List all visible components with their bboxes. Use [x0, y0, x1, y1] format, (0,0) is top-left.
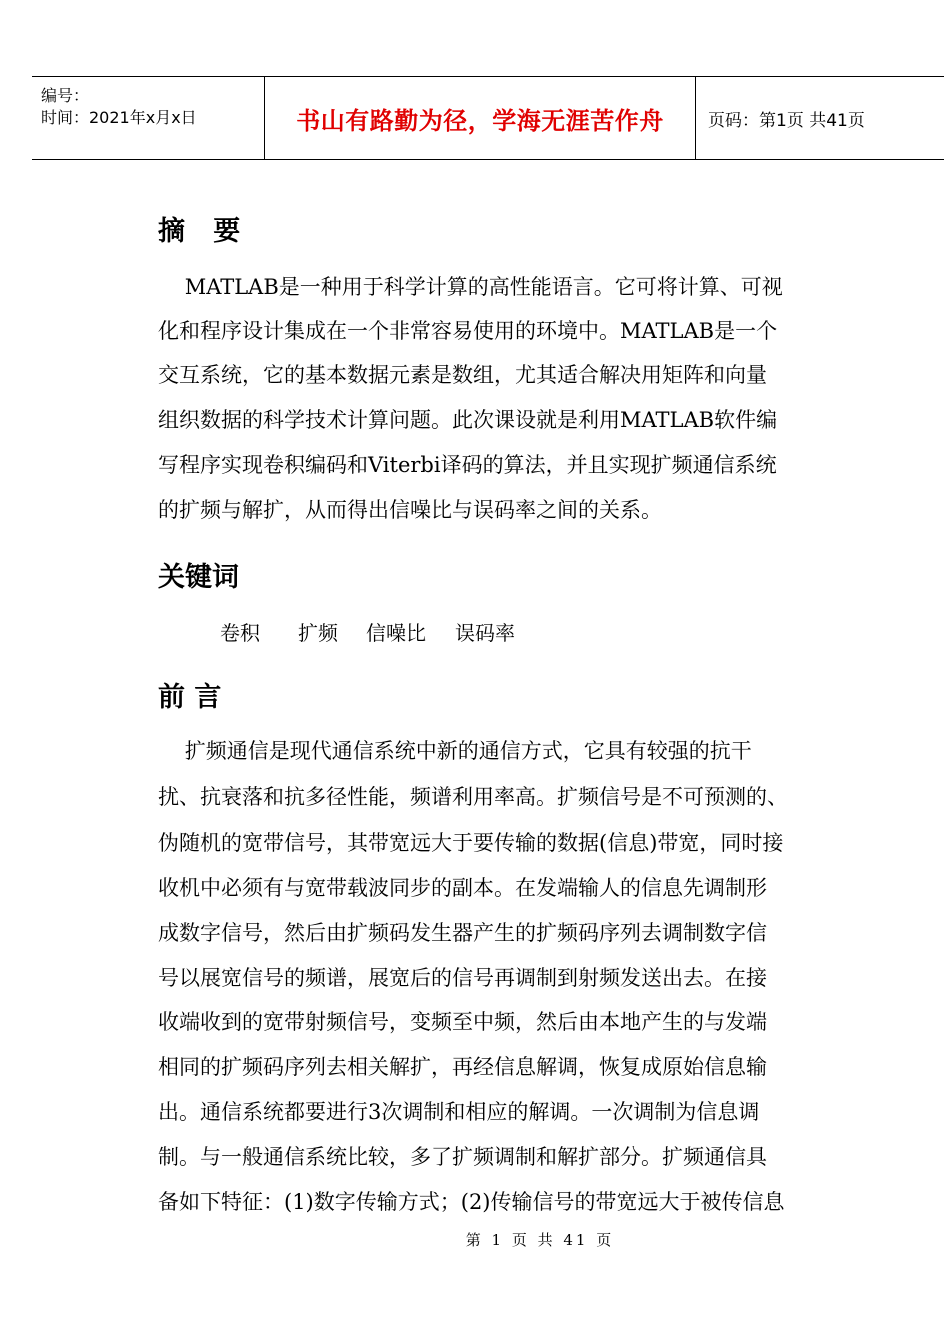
preface-line: 成数字信号，然后由扩频码发生器产生的扩频码序列去调制数字信	[158, 921, 767, 945]
preface-line: 备如下特征：(1)数字传输方式；(2)传输信号的带宽远大于被传信息	[158, 1190, 785, 1214]
header-motto-cell	[265, 77, 696, 159]
document-number-label: 编号：	[41, 86, 90, 105]
abstract-line: 化和程序设计集成在一个非常容易使用的环境中。MATLAB是一个	[158, 319, 778, 343]
keyword-item: 误码率	[455, 621, 515, 645]
preface-line: 制。与一般通信系统比较，多了扩频调制和解扩部分。扩频通信具	[158, 1145, 767, 1169]
abstract-line: 交互系统，它的基本数据元素是数组，尤其适合解决用矩阵和向量	[158, 363, 767, 387]
page-footer: 第 1 页 共 41 页	[465, 1231, 615, 1249]
keyword-item: 卷积	[220, 621, 260, 645]
preface-line: 收机中必须有与宽带载波同步的副本。在发端输人的信息先调制形	[158, 876, 767, 900]
preface-line: 伪随机的宽带信号，其带宽远大于要传输的数据(信息)带宽，同时接	[158, 831, 784, 855]
abstract-line: MATLAB是一种用于科学计算的高性能语言。它可将计算、可视	[158, 275, 783, 299]
document-time-label: 时间：2021年x月x日	[41, 108, 197, 127]
abstract-line: 组织数据的科学技术计算问题。此次课设就是利用MATLAB软件编	[158, 408, 778, 432]
preface-line: 号以展宽信号的频谱，展宽后的信号再调制到射频发送出去。在接	[158, 966, 767, 990]
keywords-heading: 关键词	[158, 562, 239, 593]
abstract-line: 的扩频与解扩，从而得出信噪比与误码率之间的关系。	[158, 498, 662, 522]
preface-line: 收端收到的宽带射频信号，变频至中频，然后由本地产生的与发端	[158, 1010, 767, 1034]
keyword-item: 信噪比	[366, 621, 426, 645]
preface-line: 扰、抗衰落和抗多径性能，频谱利用率高。扩频信号是不可预测的、	[158, 785, 788, 809]
header-page-cell	[696, 77, 944, 159]
abstract-heading: 摘 要	[158, 216, 241, 247]
header-page-info: 页码：第1页 共41页	[708, 110, 865, 131]
abstract-line: 写程序实现卷积编码和Viterbi译码的算法，并且实现扩频通信系统	[158, 453, 777, 477]
preface-line: 扩频通信是现代通信系统中新的通信方式，它具有较强的抗干	[158, 739, 752, 763]
preface-line: 相同的扩频码序列去相关解扩，再经信息解调，恢复成原始信息输	[158, 1055, 767, 1079]
page-header	[32, 76, 944, 160]
header-meta-cell	[32, 77, 265, 159]
keyword-item: 扩频	[298, 621, 338, 645]
preface-heading: 前 言	[158, 682, 222, 713]
preface-line: 出。通信系统都要进行3次调制和相应的解调。一次调制为信息调	[158, 1100, 760, 1124]
header-motto: 书山有路勤为径，学海无涯苦作舟	[296, 105, 664, 135]
